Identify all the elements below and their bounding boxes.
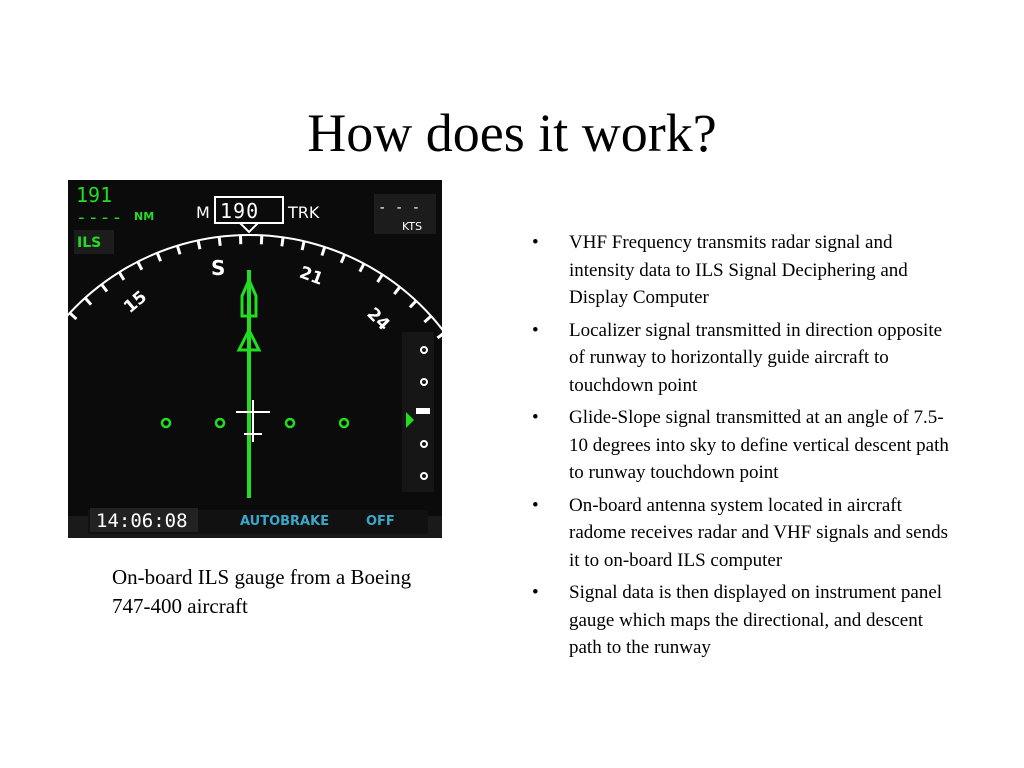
ils-mode-label: ILS bbox=[77, 235, 102, 251]
compass-label-south: S bbox=[211, 256, 226, 280]
heading-prefix: M bbox=[196, 203, 210, 222]
compass-label-21: 21 bbox=[296, 262, 326, 290]
bullet-dot: • bbox=[532, 494, 539, 516]
distance-unit: NM bbox=[134, 210, 155, 223]
speed-unit: KTS bbox=[402, 220, 423, 233]
ils-gauge-display bbox=[68, 180, 442, 538]
speed-value: - - - bbox=[378, 200, 421, 216]
autobrake-label: AUTOBRAKE bbox=[240, 514, 330, 529]
bullet-item: • Signal data is then displayed on instrument panel gauge which maps the directional, and descent path to the runway bbox=[530, 579, 950, 662]
compass-tick bbox=[219, 237, 220, 246]
compass-label-24: 24 bbox=[362, 303, 394, 335]
bullet-item: • VHF Frequency transmits radar signal and intensity data to ILS Signal Deciphering and Display Computer bbox=[530, 229, 950, 312]
autobrake-state: OFF bbox=[366, 514, 395, 529]
distance-readout: ---- bbox=[76, 207, 124, 228]
bullet-dot: • bbox=[532, 407, 539, 428]
slide-title: How does it work? bbox=[307, 103, 717, 163]
compass-tick bbox=[302, 241, 304, 250]
clock-readout: 14:06:08 bbox=[96, 510, 188, 532]
compass-label-15: 15 bbox=[120, 287, 152, 318]
bullet-dot: • bbox=[532, 582, 539, 603]
ils-gauge-image bbox=[68, 180, 442, 538]
heading-value: 190 bbox=[220, 199, 260, 223]
bullet-item: • Localizer signal transmitted in direction opposite of runway to horizontally guide aircraft to touchdown point bbox=[530, 317, 950, 400]
heading-mode: TRK bbox=[288, 203, 320, 222]
gauge-caption: On-board ILS gauge from a Boeing 747-400 aircraft bbox=[112, 565, 412, 618]
bullet-dot: • bbox=[532, 232, 539, 253]
course-readout: 191 bbox=[76, 183, 113, 207]
bullet-list bbox=[530, 229, 950, 667]
bullet-dot: • bbox=[532, 319, 539, 341]
bullet-item: • On-board antenna system located in aircraft radome receives radar and VHF signals and sends it to on-board ILS computer bbox=[530, 492, 950, 575]
compass-tick bbox=[198, 240, 200, 249]
compass-tick bbox=[282, 237, 283, 246]
bullet-item: • Glide-Slope signal transmitted at an angle of 7.5-10 degrees into sky to define vertical descent path to runway touchdown point bbox=[530, 404, 950, 487]
